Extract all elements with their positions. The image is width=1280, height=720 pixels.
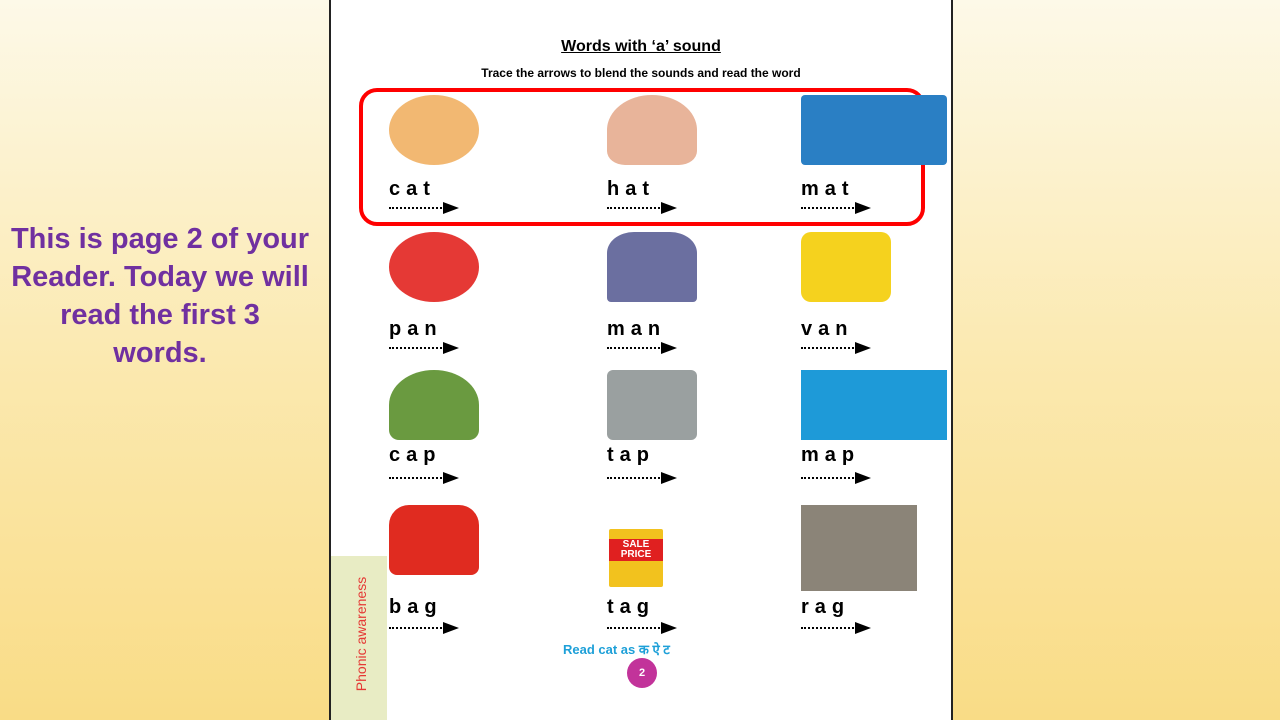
blend-arrow-icon [801, 622, 871, 634]
page-number-balloon: 2 [627, 658, 657, 688]
blend-arrow-icon [389, 622, 459, 634]
word-hat: hat [607, 178, 655, 200]
tag-picture [609, 529, 663, 587]
blend-arrow-icon [389, 472, 459, 484]
van-picture [801, 232, 891, 302]
rag-picture [801, 505, 917, 591]
blend-arrow-icon [607, 472, 677, 484]
blend-arrow-icon [801, 342, 871, 354]
word-map: map [801, 444, 861, 466]
word-van: van [801, 318, 854, 340]
cat-picture [389, 95, 479, 165]
word-cat: cat [389, 178, 436, 200]
sale-price-label: SALE PRICE [609, 539, 663, 561]
page-subtitle: Trace the arrows to blend the sounds and read the word [481, 66, 801, 80]
blend-arrow-icon [389, 342, 459, 354]
mat-picture [801, 95, 947, 165]
word-tag: tag [607, 596, 655, 618]
blend-arrow-icon [607, 342, 677, 354]
instruction-text: This is page 2 of your Reader. Today we will read the first 3 words. [10, 223, 310, 369]
map-picture [801, 370, 947, 440]
word-mat: mat [801, 178, 855, 200]
blend-arrow-icon [607, 202, 677, 214]
word-pan: pan [389, 318, 443, 340]
word-tap: tap [607, 444, 655, 466]
word-bag: bag [389, 596, 443, 618]
cap-picture [389, 370, 479, 440]
man-picture [607, 232, 697, 302]
blend-arrow-icon [801, 472, 871, 484]
blend-arrow-icon [389, 202, 459, 214]
page-title: Words with ‘a’ sound [561, 38, 721, 55]
hat-picture [607, 95, 697, 165]
tap-picture [607, 370, 697, 440]
pan-picture [389, 232, 479, 302]
reader-page [329, 0, 953, 720]
footer-note: Read cat as क ऐ ट [563, 642, 670, 657]
word-rag: rag [801, 596, 851, 618]
bag-picture [389, 505, 479, 575]
word-man: man [607, 318, 667, 340]
section-tab-label: Phonic awareness [353, 576, 369, 692]
word-cap: cap [389, 444, 442, 466]
blend-arrow-icon [607, 622, 677, 634]
section-tab [331, 556, 387, 720]
blend-arrow-icon [801, 202, 871, 214]
